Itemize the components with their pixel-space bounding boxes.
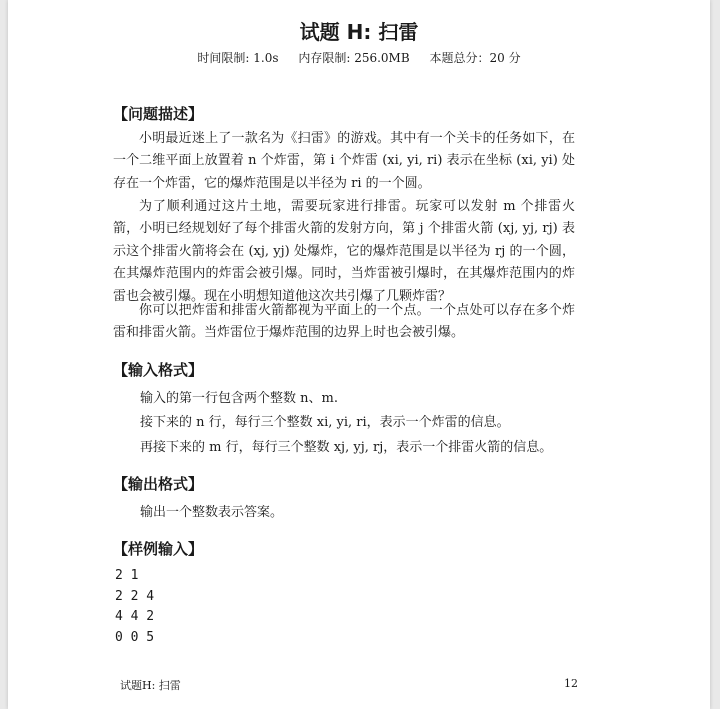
output-line: 输出一个整数表示答案。 (140, 505, 284, 520)
input-line-3: 再接下来的 m 行，每行三个整数 xj, yj, rj，表示一个排雷火箭的信息。 (140, 440, 553, 455)
output-format-heading: 【输出格式】 (113, 475, 204, 493)
total-score: 本题总分：20 分 (429, 51, 521, 65)
problem-paragraph-1: 小明最近迷上了一款名为《扫雷》的游戏。其中有一个关卡的任务如下，在一个二维平面上放置着 n 个炸雷，第 i 个炸雷 (xi, yi, ri) 表示在坐标 (xi, yi) 处存在一个炸雷，它的爆炸范围是以半径为 ri 的一个圆。 (113, 131, 575, 191)
problem-meta (8, 49, 710, 66)
problem-description-heading: 【问题描述】 (113, 105, 204, 123)
document-page (8, 0, 710, 709)
sample-line-3: 4 4 2 (115, 609, 155, 624)
input-line-1: 输入的第一行包含两个整数 n、m. (140, 391, 338, 406)
problem-paragraph-3: 你可以把炸雷和排雷火箭都视为平面上的一个点。一个点处可以存在多个炸雷和排雷火箭。当炸雷位于爆炸范围的边界上时也会被引爆。 (113, 303, 575, 341)
page-number: 12 (564, 677, 578, 690)
time-limit: 时间限制: 1.0s (197, 51, 279, 65)
footer-title: 试题H: 扫雷 (120, 679, 181, 692)
sample-line-2: 2 2 4 (115, 589, 155, 604)
sample-line-1: 2 1 (115, 568, 139, 583)
sample-input-heading: 【样例输入】 (113, 540, 204, 558)
memory-limit: 内存限制: 256.0MB (298, 51, 410, 65)
problem-title: 试题 H: 扫雷 (299, 20, 419, 44)
input-line-2: 接下来的 n 行，每行三个整数 xi, yi, ri，表示一个炸雷的信息。 (140, 415, 510, 430)
input-format-heading: 【输入格式】 (113, 361, 204, 379)
sample-line-4: 0 0 5 (115, 630, 155, 645)
problem-paragraph-2: 为了顺利通过这片土地，需要玩家进行排雷。玩家可以发射 m 个排雷火箭，小明已经规划好了每个排雷火箭的发射方向，第 j 个排雷火箭 (xj, yj, rj) 表示这个排雷火箭将会在 (xj, yj) 处爆炸，它的爆炸范围是以半径为 rj 的一个圆，在其爆炸范围内的炸雷会被引爆。同时，当炸雷被引爆时，在其爆炸范围内的炸雷也会被引爆。现在小明想知道他这次共引爆了几颗炸雷？ (113, 199, 575, 304)
